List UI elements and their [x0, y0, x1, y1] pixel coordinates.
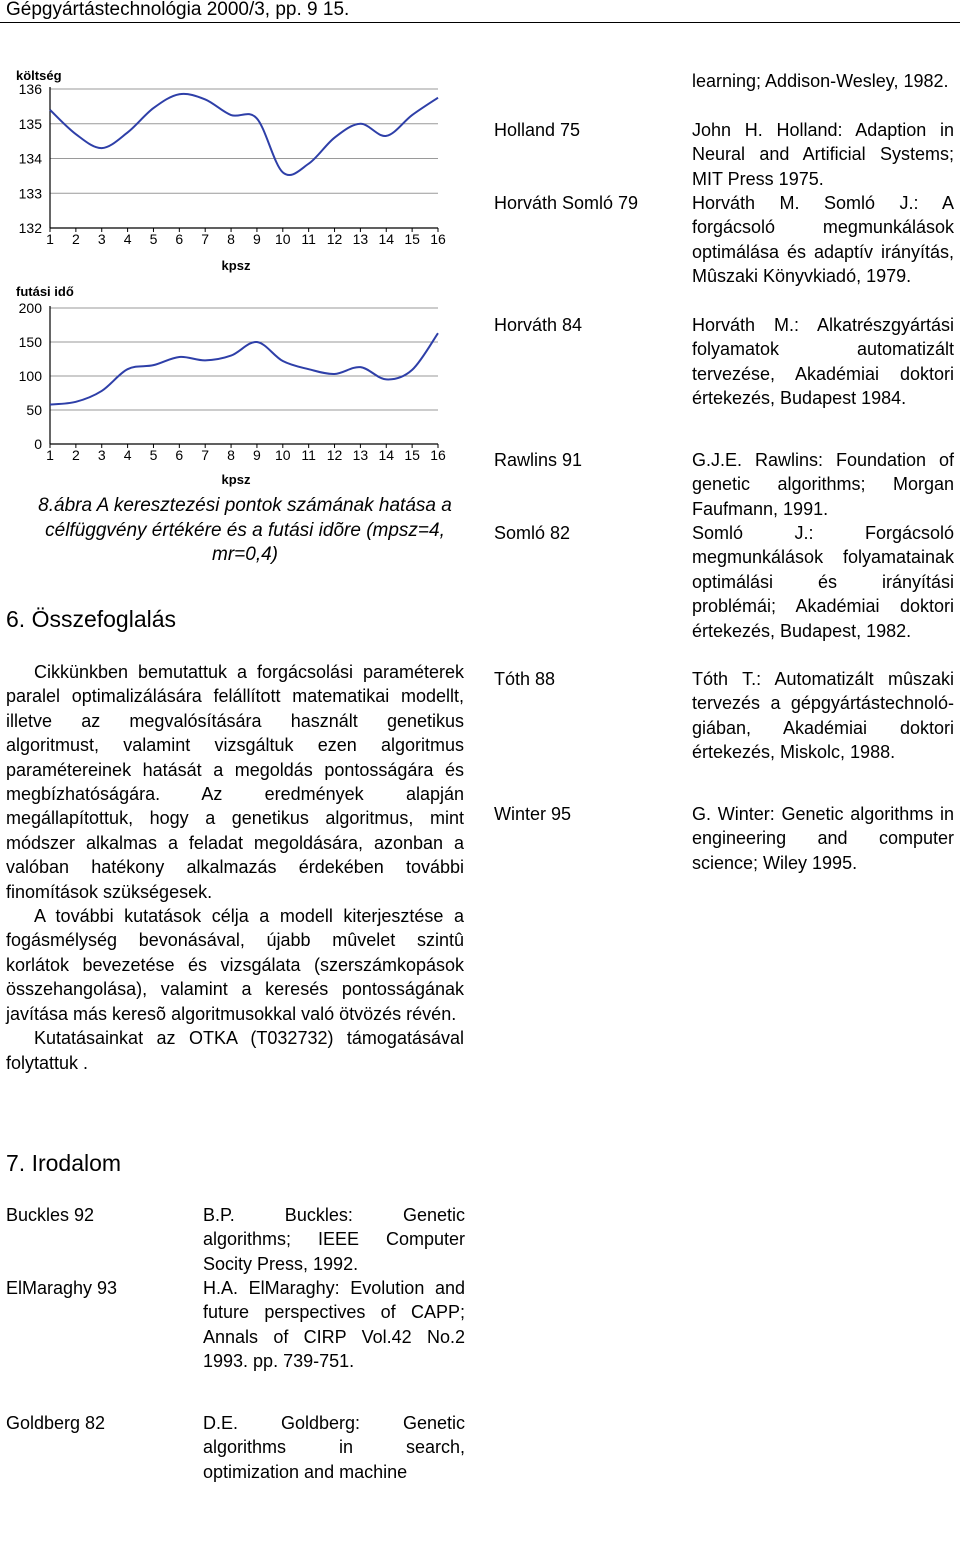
x-tick-label: 14	[378, 447, 395, 463]
x-tick-label: 12	[326, 231, 343, 247]
reference-text: Horváth M. Somló J.: A forgácsoló megmunkálások optimálása és adaptív irányítás, Mûszaki Könyvkiadó, 1979.	[692, 193, 954, 287]
y-tick-label: 150	[18, 334, 42, 350]
x-axis-label: kpsz	[221, 258, 251, 273]
x-tick-label: 15	[404, 447, 420, 463]
reference-entry	[494, 313, 956, 438]
x-tick-label: 8	[227, 447, 235, 463]
journal-citation: Gépgyártástechnológia 2000/3, pp. 9 15.	[6, 0, 350, 20]
reference-key: Winter 95	[494, 804, 572, 824]
reference-entry	[494, 448, 956, 523]
reference-text: H.A. ElMaraghy: Evolution and future perspectives of CAPP; Annals of CIRP Vol.42 No.2 1993. pp. 739-751.	[203, 1278, 465, 1372]
runtime-chart	[8, 282, 448, 494]
summary-paragraph: A további kutatások célja a modell kiterjesztése a fogásmélység bevonásával, újabb mûvelet szintû korlátok bevezetése és vizsgálata (szerszámkopások összehangolása), valamint a keresés pontosságának javítása más keresõ algoritmusokkal való ötvözés révén.	[6, 906, 464, 1024]
x-tick-label: 13	[352, 447, 369, 463]
y-tick-label: 132	[18, 220, 42, 236]
section-heading-summary: 6. Összefoglalás	[6, 606, 177, 632]
y-tick-label: 135	[18, 115, 42, 132]
x-tick-label: 4	[123, 231, 132, 247]
reference-text: B.P. Buckles: Genetic algorithms; IEEE Computer Socity Press, 1992.	[203, 1205, 465, 1274]
x-tick-label: 13	[352, 231, 369, 247]
y-tick-label: 0	[34, 436, 42, 452]
cost-chart-svg	[8, 66, 448, 280]
x-tick-label: 2	[71, 447, 80, 463]
y-tick-label: 50	[26, 402, 42, 418]
x-tick-label: 14	[378, 231, 395, 247]
summary-paragraph: Kutatásainkat az OTKA (T032732) támogatásával folytattuk .	[6, 1028, 464, 1073]
figure-caption: 8.ábra A keresztezési pontok számának hatása a célfüggvény értékére és a futási idõre (mpsz=4, mr=0,4)	[38, 495, 452, 565]
reference-entry	[6, 1411, 466, 1491]
x-tick-label: 10	[275, 447, 291, 463]
section-heading-references: 7. Irodalom	[6, 1150, 122, 1176]
y-axis-label: futási idő	[16, 284, 74, 299]
reference-text: learning; Addison-Wesley, 1982.	[692, 71, 949, 91]
y-axis-label: költség	[16, 68, 62, 83]
x-tick-label: 9	[253, 447, 261, 463]
x-tick-label: 2	[71, 231, 80, 247]
x-tick-label: 7	[201, 231, 210, 247]
y-tick-label: 134	[18, 150, 42, 167]
x-tick-label: 12	[326, 447, 343, 463]
reference-entry	[494, 521, 956, 671]
reference-key: Somló 82	[494, 523, 571, 543]
x-tick-label: 6	[175, 447, 184, 463]
reference-text: Horváth M.: Alkatrészgyártási folyamatok automatizált tervezése, Akadémiai doktori értekezés, Budapest 1984.	[692, 315, 954, 409]
reference-key: Horváth Somló 79	[494, 193, 639, 213]
x-tick-label: 10	[275, 231, 291, 247]
reference-key: Tóth 88	[494, 669, 556, 689]
reference-key: Horváth 84	[494, 315, 583, 335]
x-tick-label: 11	[301, 447, 316, 463]
y-tick-label: 136	[18, 81, 42, 97]
x-tick-label: 16	[430, 231, 446, 247]
x-tick-label: 1	[46, 231, 54, 247]
y-tick-label: 100	[18, 368, 42, 384]
x-tick-label: 3	[97, 231, 106, 247]
x-tick-label: 6	[175, 231, 184, 247]
runtime-chart-svg	[8, 282, 448, 494]
reference-entry	[494, 69, 956, 119]
x-tick-label: 15	[404, 231, 420, 247]
reference-text: Somló J.: Forgácsoló megmunkálások folyamatainak optimálási és irányítási problémái; Akadémiai doktori értekezés, Budapest, 1982.	[692, 523, 954, 641]
x-tick-label: 16	[430, 447, 446, 463]
series-line	[50, 333, 438, 404]
reference-text: Tóth T.: Automatizált mûszaki tervezés a gépgyártástechnoló-giában, Akadémiai doktori értekezés, Miskolc, 1988.	[692, 669, 954, 763]
x-tick-label: 9	[253, 231, 261, 247]
reference-entry	[6, 1203, 466, 1273]
x-tick-label: 11	[301, 231, 316, 247]
reference-key: Buckles 92	[6, 1205, 95, 1225]
reference-entry	[494, 118, 956, 193]
reference-text: G. Winter: Genetic algorithms in engineering and computer science; Wiley 1995.	[692, 804, 954, 873]
reference-text: D.E. Goldberg: Genetic algorithms in search, optimization and machine	[203, 1413, 465, 1482]
reference-text: John H. Holland: Adaption in Neural and Artificial Systems; MIT Press 1975.	[692, 120, 954, 189]
x-tick-label: 4	[123, 447, 132, 463]
reference-entry	[6, 1276, 466, 1396]
y-tick-label: 200	[18, 300, 42, 316]
reference-key: Rawlins 91	[494, 450, 583, 470]
summary-paragraph: Cikkünkben bemutattuk a forgácsolási paraméterek paralel optimalizálására felállított matematikai modellt, illetve az megvalósítására használt genetikus algoritmust, valamint vizsgáltuk ezen algoritmus paramétereinek hatását a megoldás pontosságára és megbízhatóságára. Az eredmények alapján megállapítottuk, hogy a genetikus algoritmus, mint módszer alkalmas a feladat megoldására, azonban a valóban hatékony alkalmazás érdekében további finomítások szükségesek.	[6, 662, 464, 902]
reference-entry	[494, 191, 956, 316]
x-tick-label: 1	[46, 447, 54, 463]
reference-entry	[494, 802, 956, 902]
reference-key: ElMaraghy 93	[6, 1278, 118, 1298]
x-tick-label: 5	[149, 447, 158, 463]
x-tick-label: 3	[97, 447, 106, 463]
reference-entry	[494, 667, 956, 792]
reference-key: Holland 75	[494, 120, 581, 140]
reference-key: Goldberg 82	[6, 1413, 106, 1433]
series-line	[50, 94, 438, 175]
x-tick-label: 7	[201, 447, 210, 463]
x-tick-label: 5	[149, 231, 158, 247]
cost-chart	[8, 66, 448, 280]
summary-text	[6, 660, 464, 1075]
x-tick-label: 8	[227, 231, 235, 247]
running-header	[0, 0, 960, 23]
y-tick-label: 133	[18, 185, 42, 202]
reference-text: G.J.E. Rawlins: Foundation of genetic algorithms; Morgan Faufmann, 1991.	[692, 450, 954, 519]
x-axis-label: kpsz	[221, 472, 251, 487]
